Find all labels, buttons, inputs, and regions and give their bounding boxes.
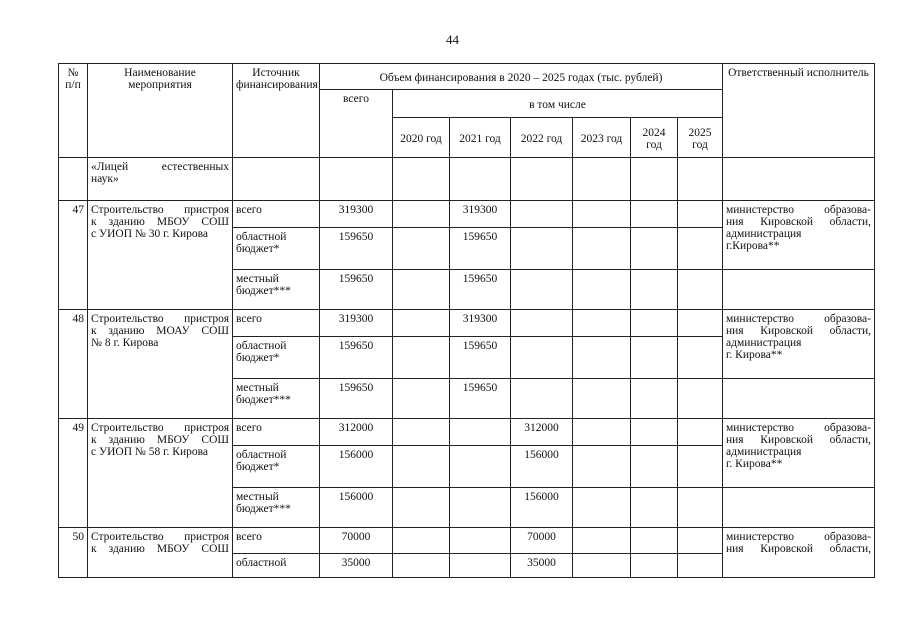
y2021-cell: 159650 (450, 228, 511, 270)
y2022-cell (511, 201, 573, 228)
table-row (59, 158, 875, 201)
total-cell: 159650 (320, 379, 393, 419)
table-row (59, 419, 875, 446)
header-year-2025: 2025 год (678, 118, 723, 158)
measure-name: Строительство пристроя к зданию МБОУ СОШ с УИОП № 30 г. Кирова (88, 201, 233, 310)
row-number: 48 (59, 310, 88, 419)
source-cell: областной бюджет* (233, 337, 320, 379)
y2021-cell: 159650 (450, 270, 511, 310)
total-cell: 159650 (320, 228, 393, 270)
y2021-cell (450, 528, 511, 554)
header-source: Источник финансирования (233, 64, 320, 158)
header-year-2023: 2023 год (573, 118, 631, 158)
total-cell: 319300 (320, 201, 393, 228)
y2022-cell: 156000 (511, 446, 573, 488)
y2022-cell: 156000 (511, 488, 573, 528)
header-total: всего (320, 90, 393, 158)
header-funding: Объем финансирования в 2020 – 2025 годах (тыс. рублей) (320, 64, 723, 90)
executor-cell: министерство образова- ния Кировской области, (723, 528, 875, 578)
total-cell: 70000 (320, 528, 393, 554)
executor-cell: министерство образова- ния Кировской области, администрация г.Кирова** (723, 201, 875, 270)
total-cell: 156000 (320, 488, 393, 528)
source-cell: всего (233, 528, 320, 554)
y2022-cell (511, 337, 573, 379)
y2021-cell (450, 446, 511, 488)
total-cell: 159650 (320, 337, 393, 379)
y2022-cell: 35000 (511, 554, 573, 578)
y2022-cell (511, 228, 573, 270)
table-row (59, 310, 875, 337)
executor-cell: министерство образова- ния Кировской области, администрация г. Кирова** (723, 310, 875, 379)
source-cell: местный бюджет*** (233, 488, 320, 528)
header-year-2022: 2022 год (511, 118, 573, 158)
source-cell: всего (233, 310, 320, 337)
source-cell: всего (233, 201, 320, 228)
source-cell: местный бюджет*** (233, 270, 320, 310)
total-cell: 312000 (320, 419, 393, 446)
row-number: 49 (59, 419, 88, 528)
header-num: № п/п (59, 64, 88, 158)
measure-name: Строительство пристроя к зданию МБОУ СОШ (88, 528, 233, 578)
total-cell: 156000 (320, 446, 393, 488)
page-number: 44 (446, 32, 459, 47)
measure-name: Строительство пристроя к зданию МОАУ СОШ № 8 г. Кирова (88, 310, 233, 419)
header-year-2021: 2021 год (450, 118, 511, 158)
source-cell: областной бюджет* (233, 228, 320, 270)
y2022-cell (511, 310, 573, 337)
financing-table (58, 63, 875, 578)
header-year-2020: 2020 год (393, 118, 450, 158)
y2022-cell: 312000 (511, 419, 573, 446)
total-cell: 35000 (320, 554, 393, 578)
y2021-cell: 319300 (450, 310, 511, 337)
header-year-2024: 2024 год (631, 118, 678, 158)
header-executor: Ответственный исполнитель (723, 64, 875, 158)
row-number: 50 (59, 528, 88, 578)
source-cell: областной (233, 554, 320, 578)
y2021-cell (450, 419, 511, 446)
source-cell: местный бюджет*** (233, 379, 320, 419)
header-including: в том числе (393, 90, 723, 118)
executor-cell: министерство образова- ния Кировской области, администрация г. Кирова** (723, 419, 875, 488)
y2022-cell: 70000 (511, 528, 573, 554)
header-name: Наименование мероприятия (88, 64, 233, 158)
y2021-cell: 319300 (450, 201, 511, 228)
source-cell: всего (233, 419, 320, 446)
row-number: 47 (59, 201, 88, 310)
y2021-cell (450, 488, 511, 528)
total-cell: 159650 (320, 270, 393, 310)
y2022-cell (511, 270, 573, 310)
measure-name: Строительство пристроя к зданию МБОУ СОШ с УИОП № 58 г. Кирова (88, 419, 233, 528)
y2021-cell (450, 554, 511, 578)
y2021-cell: 159650 (450, 337, 511, 379)
source-cell: областной бюджет* (233, 446, 320, 488)
table-row (59, 528, 875, 554)
table-row (59, 201, 875, 228)
y2022-cell (511, 379, 573, 419)
total-cell: 319300 (320, 310, 393, 337)
y2021-cell: 159650 (450, 379, 511, 419)
continuation-name: «Лицей естественных наук» (88, 158, 233, 201)
